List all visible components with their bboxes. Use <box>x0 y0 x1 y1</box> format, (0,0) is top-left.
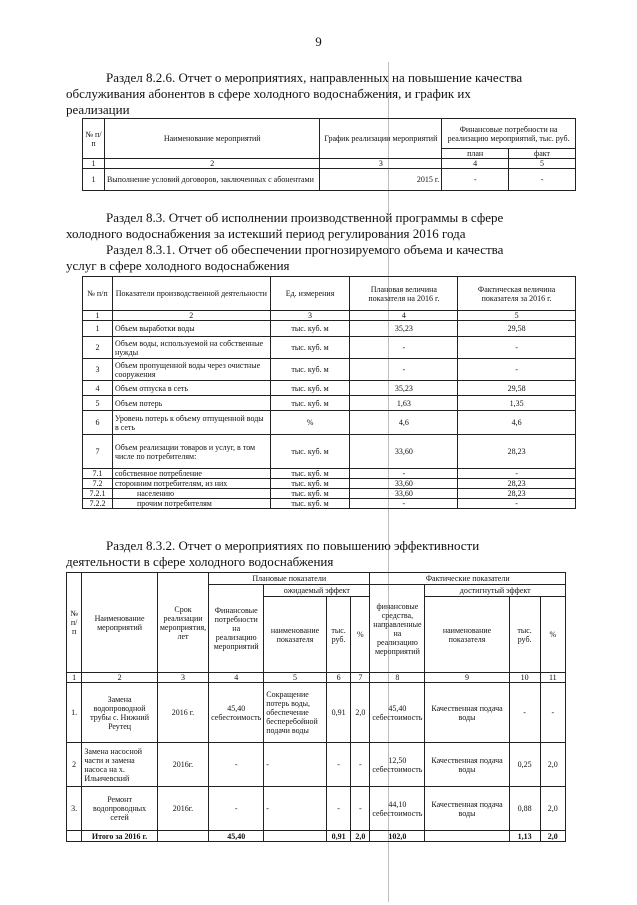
col-header-expected: ожидаемый эффект <box>264 585 370 597</box>
col-header-num: № п/п <box>67 573 82 673</box>
section-826-heading: Раздел 8.2.6. Отчет о мероприятиях, направленных на повышение качества обслуживания абонентов в сфере холодного водоснабжения, и график их реализации <box>66 70 523 117</box>
table-row: 3 Объем пропущенной воды через очистные сооружения тыс. куб. м - - <box>83 359 576 381</box>
col-header-achieved: достигнутый эффект <box>425 585 566 597</box>
column-numbers-row: 1 2 3 4 5 6 7 8 9 10 11 <box>67 673 566 683</box>
col-header-fact: факт <box>509 149 576 159</box>
table-row: 5 Объем потерь тыс. куб. м 1,63 1,35 <box>83 396 576 411</box>
col-header-rub-fact: тыс. руб. <box>509 597 540 673</box>
col-header-plan: Плановая величина показателя на 2016 г. <box>350 277 458 311</box>
table-row: 7.2.2 прочим потребителям тыс. куб. м - - <box>83 499 576 509</box>
col-header-finance: Финансовые потребности на реализацию мероприятий, тыс. руб. <box>442 119 576 149</box>
col-header-rub: тыс. руб. <box>326 597 351 673</box>
table-row: 6 Уровень потерь к объему отпущенной воды в сеть % 4,6 4,6 <box>83 411 576 435</box>
col-header-num: № п/п <box>83 119 105 159</box>
col-header-pct-fact: % <box>540 597 565 673</box>
col-header-name: Наименование мероприятий <box>82 573 158 673</box>
table-row: 1. Замена водопроводной трубы с. Нижний Реутец 2016 г. 45,40 себестоимость Сокращение потерь воды, обеспечение бесперебойной подачи воды 0,91 2,0 45,40 себестоимость Качественная подача воды - - <box>67 683 566 743</box>
table-row: 3. Ремонт водопроводных сетей 2016г. - - - - 44,10 себестоимость Качественная подача воды 0,88 2,0 <box>67 787 566 831</box>
col-header-planned: Плановые показатели <box>209 573 370 585</box>
col-header-actual: Фактические показатели <box>370 573 566 585</box>
col-header-schedule: График реализации мероприятий <box>320 119 442 159</box>
col-header-fin-plan: Финансовые потребности на реализацию мероприятий <box>209 585 264 673</box>
col-header-term: Срок реализации мероприятия, лет <box>157 573 208 673</box>
col-header-unit: Ед. измерения <box>270 277 350 311</box>
total-row: Итого за 2016 г. 45,40 0,91 2,0 102,0 1,13 2,0 <box>67 831 566 842</box>
col-header-fact: Фактическая величина показателя за 2016 г. <box>458 277 576 311</box>
section-831-table <box>82 276 576 509</box>
col-header-fin-fact: финансовые средства, направленные на реализацию мероприятий <box>370 585 425 673</box>
section-832-table <box>66 572 566 842</box>
column-numbers-row: 1 2 3 4 5 <box>83 159 576 169</box>
table-row: 7.2.1 населению тыс. куб. м 33,60 28,23 <box>83 489 576 499</box>
col-header-name: Наименование мероприятий <box>104 119 320 159</box>
column-numbers-row: 1 2 3 4 5 <box>83 311 576 321</box>
col-header-indicator: Показатели производственной деятельности <box>112 277 270 311</box>
table-row: 7.1 собственное потребление тыс. куб. м - - <box>83 469 576 479</box>
table-row: 1 Выполнение условий договоров, заключенных с абонентами 2015 г. - - <box>83 169 576 191</box>
page-number: 9 <box>315 34 322 49</box>
scan-fold-line <box>388 62 389 902</box>
table-row: 1 Объем выработки воды тыс. куб. м 35,23 29,58 <box>83 321 576 337</box>
col-header-ind-name-fact: наименование показателя <box>425 597 509 673</box>
col-header-ind-name: наименование показателя <box>264 597 326 673</box>
section-831-heading: Раздел 8.3.1. Отчет об обеспечении прогнозируемого объема и качества услуг в сфере холодного водоснабжения <box>66 242 504 273</box>
table-row: 4 Объем отпуска в сеть тыс. куб. м 35,23 29,58 <box>83 381 576 396</box>
col-header-num: № п/п <box>83 277 113 311</box>
table-row: 2 Объем воды, используемой на собственные нужды тыс. куб. м - - <box>83 337 576 359</box>
col-header-pct: % <box>351 597 370 673</box>
table-row: 7.2 сторонним потребителям, из них тыс. куб. м 33,60 28,23 <box>83 479 576 489</box>
section-832-heading: Раздел 8.3.2. Отчет о мероприятиях по повышению эффективности деятельности в сфере холодного водоснабжения <box>66 538 480 569</box>
table-row: 7 Объем реализации товаров и услуг, в том числе по потребителям: тыс. куб. м 33,60 28,23 <box>83 435 576 469</box>
section-826-table <box>82 118 576 191</box>
table-row: 2 Замена насосной части и замена насоса на х. Ильичевский 2016г. - - - - 12,50 себестоимость Качественная подача воды 0,25 2,0 <box>67 743 566 787</box>
section-83-heading: Раздел 8.3. Отчет об исполнении производственной программы в сфере холодного водоснабжения за истекший период регулирования 2016 года <box>66 210 504 241</box>
col-header-plan: план <box>442 149 509 159</box>
